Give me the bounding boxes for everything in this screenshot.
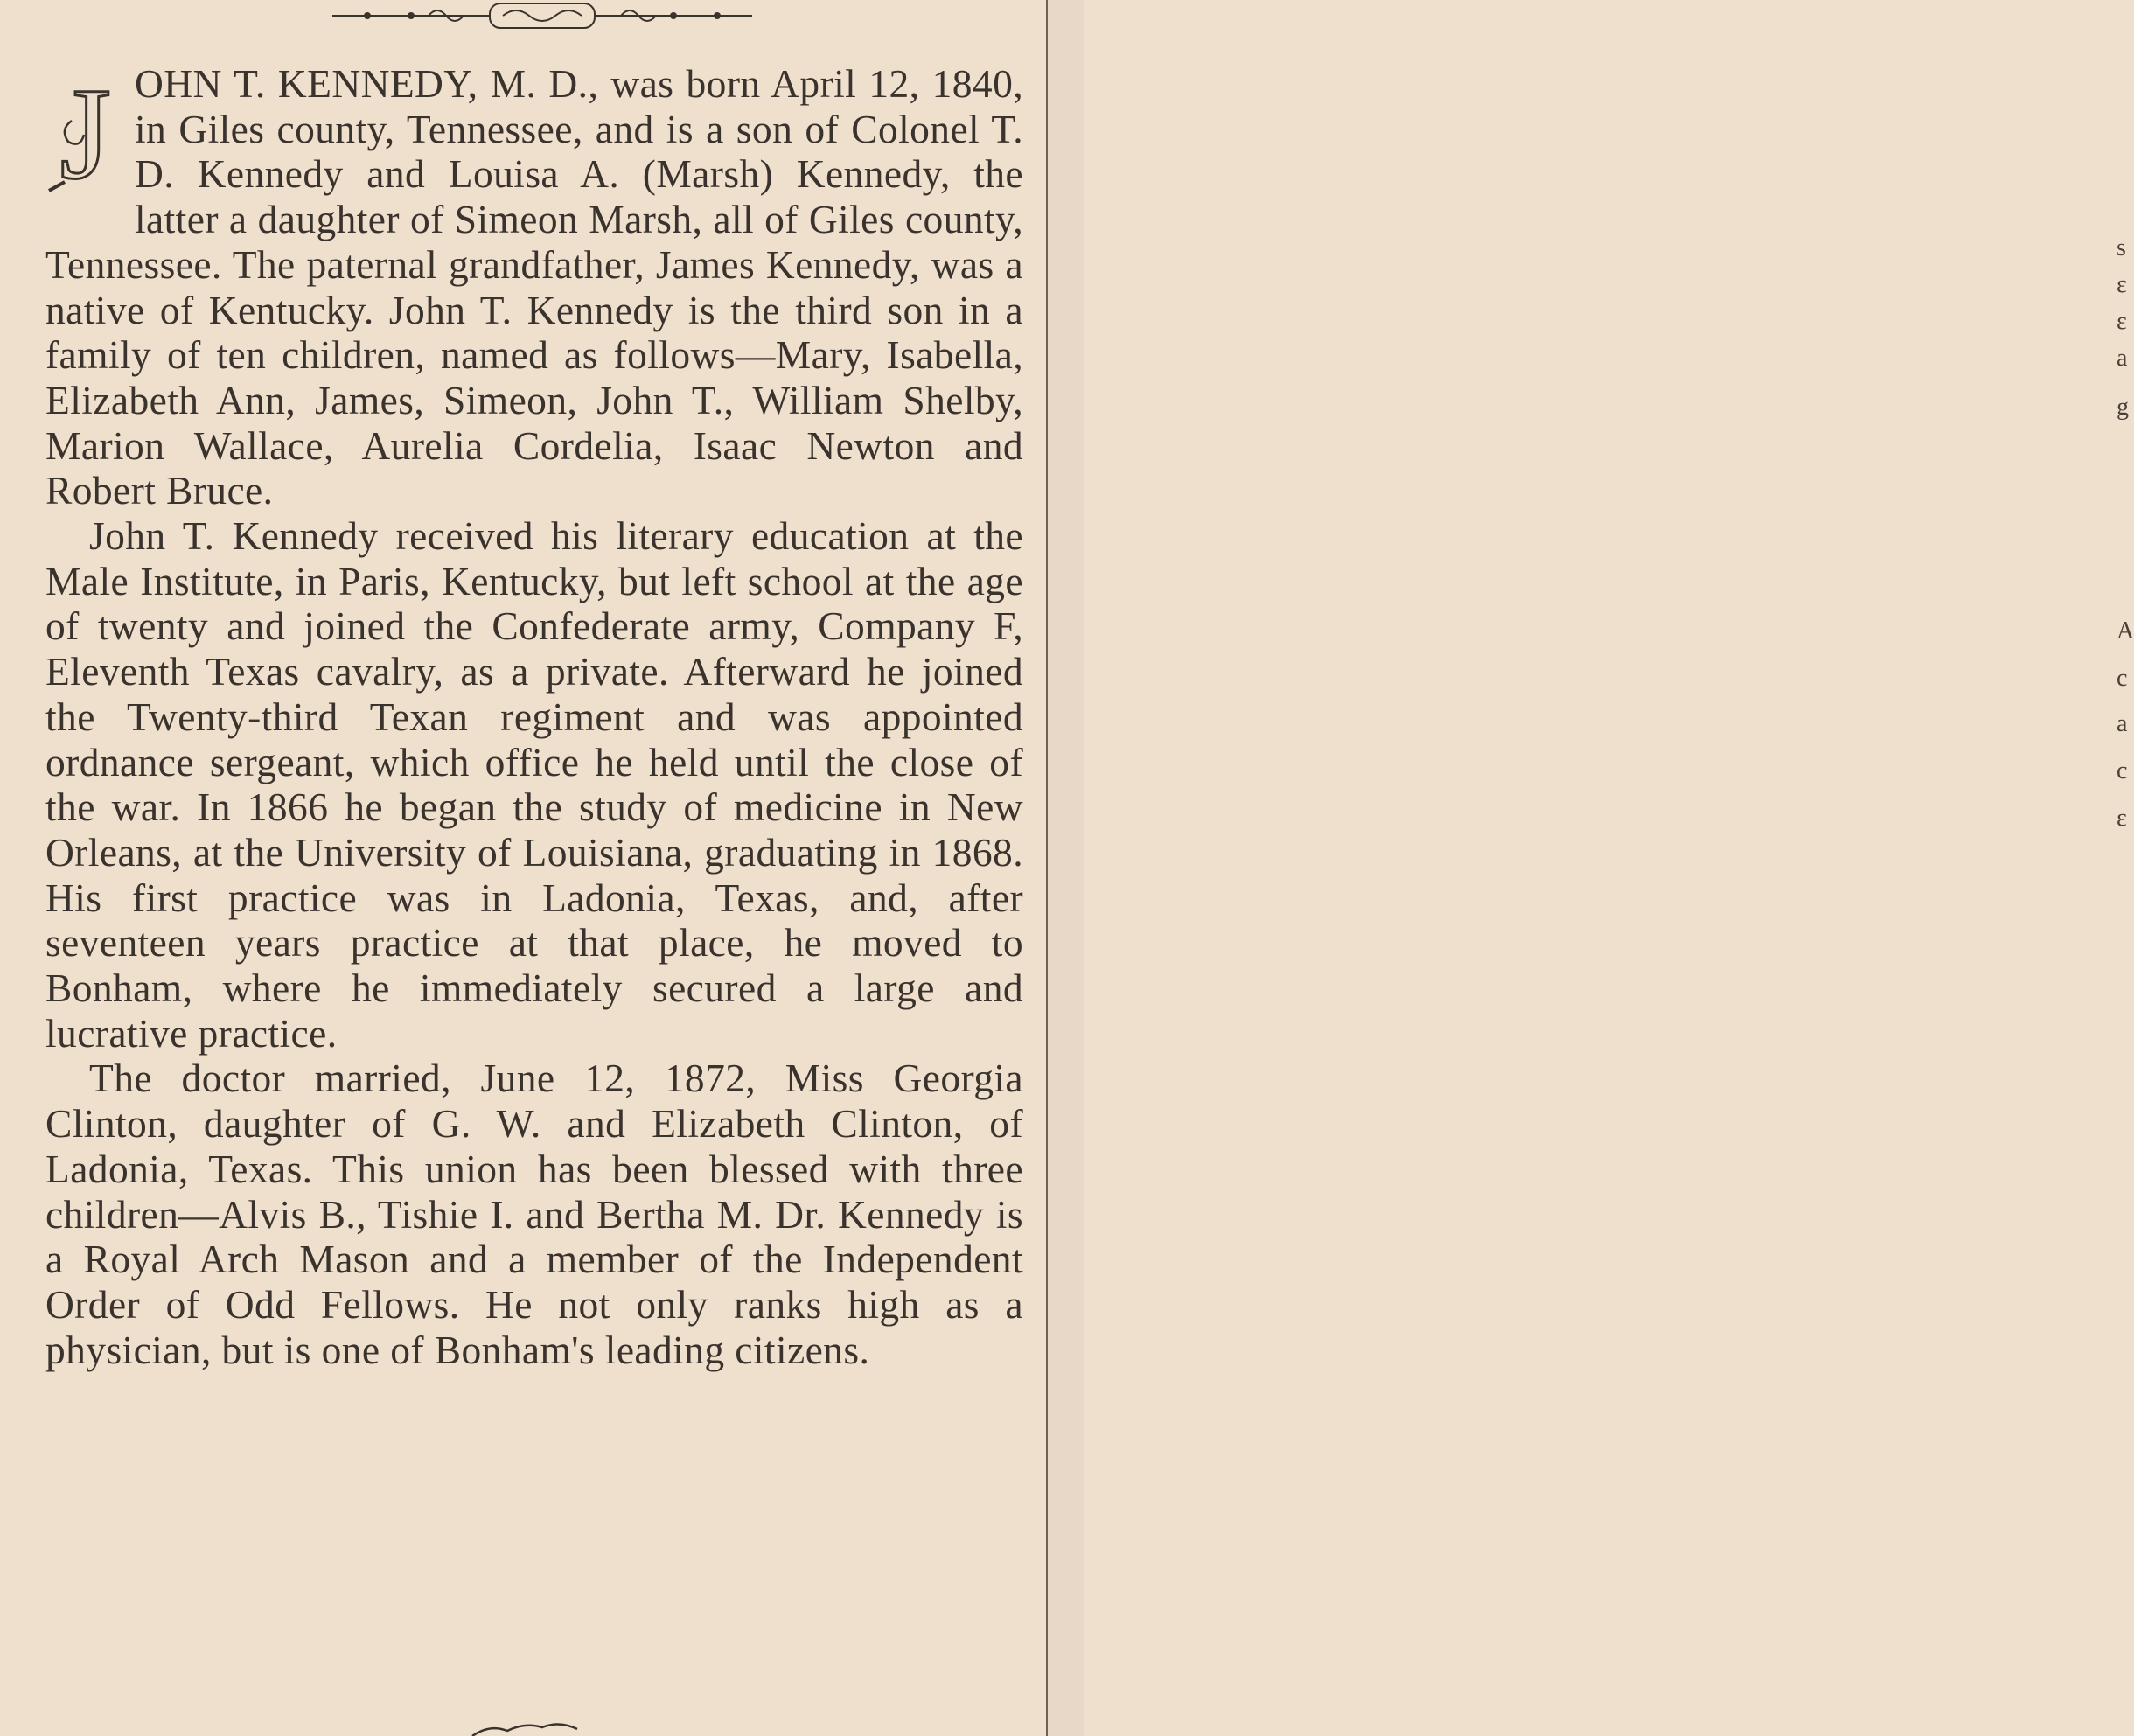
edge-mark: a: [2117, 710, 2128, 737]
paragraph-education: John T. Kennedy received his literary education at the Male Institute, in Paris, Kentucky, but left school at the age of twenty and joined the Confederate army, Company F, Eleventh Texas cavalry, as a private. Afterward he joined the Twenty-third Texan regiment and was appointed ordnance sergeant, which office he held until the close of the war. In 1866 he began the study of medicine in New Orleans, at the University of Louisiana, graduating in 1868. His first practice was in Ladonia, Texas, and, after seventeen years practice at that place, he moved to Bonham, where he immediately secured a large and lucrative practice.: [45, 513, 1023, 1056]
edge-mark: a: [2117, 345, 2128, 372]
edge-mark: c: [2117, 665, 2128, 692]
edge-mark: g: [2117, 394, 2129, 421]
drop-cap-j: [45, 61, 126, 206]
edge-mark: s: [2117, 234, 2126, 261]
biography-article: [45, 61, 1023, 1372]
paragraph-family: The doctor married, June 12, 1872, Miss Georgia Clinton, daughter of G. W. and Elizabeth Clinton, of Ladonia, Texas. This union has been blessed with three children—Alvis B., Tishie I. and Bertha M. Dr. Kennedy is a Royal Arch Mason and a member of the Independent Order of Odd Fellows. He not only ranks high as a physician, but is one of Bonham's leading citizens.: [45, 1056, 1023, 1372]
edge-mark: c: [2117, 757, 2128, 784]
edge-mark: A: [2117, 617, 2134, 645]
edge-mark: ε: [2117, 271, 2127, 298]
edge-mark: ε: [2117, 805, 2127, 832]
footer-ornament: [455, 1719, 630, 1736]
svg-text:J: J: [59, 61, 112, 206]
header-ornament: [332, 0, 752, 31]
edge-mark: ε: [2117, 308, 2127, 335]
paragraph-intro: OHN T. KENNEDY, M. D., was born April 12, 1840, in Giles county, Tennessee, and is a son of Colonel T. D. Kennedy and Louisa A. (Marsh) Kennedy, the latter a daughter of Simeon Marsh, all of Giles county, Tennessee. The paternal grandfather, James Kennedy, was a native of Kentucky. John T. Kennedy is the third son in a family of ten children, named as follows—Mary, Isabella, Elizabeth Ann, James, Simeon, John T., William Shelby, Marion Wallace, Aurelia Cordelia, Isaac Newton and Robert Bruce.: [45, 61, 1023, 513]
adjacent-column-edge: [1048, 0, 2134, 1736]
